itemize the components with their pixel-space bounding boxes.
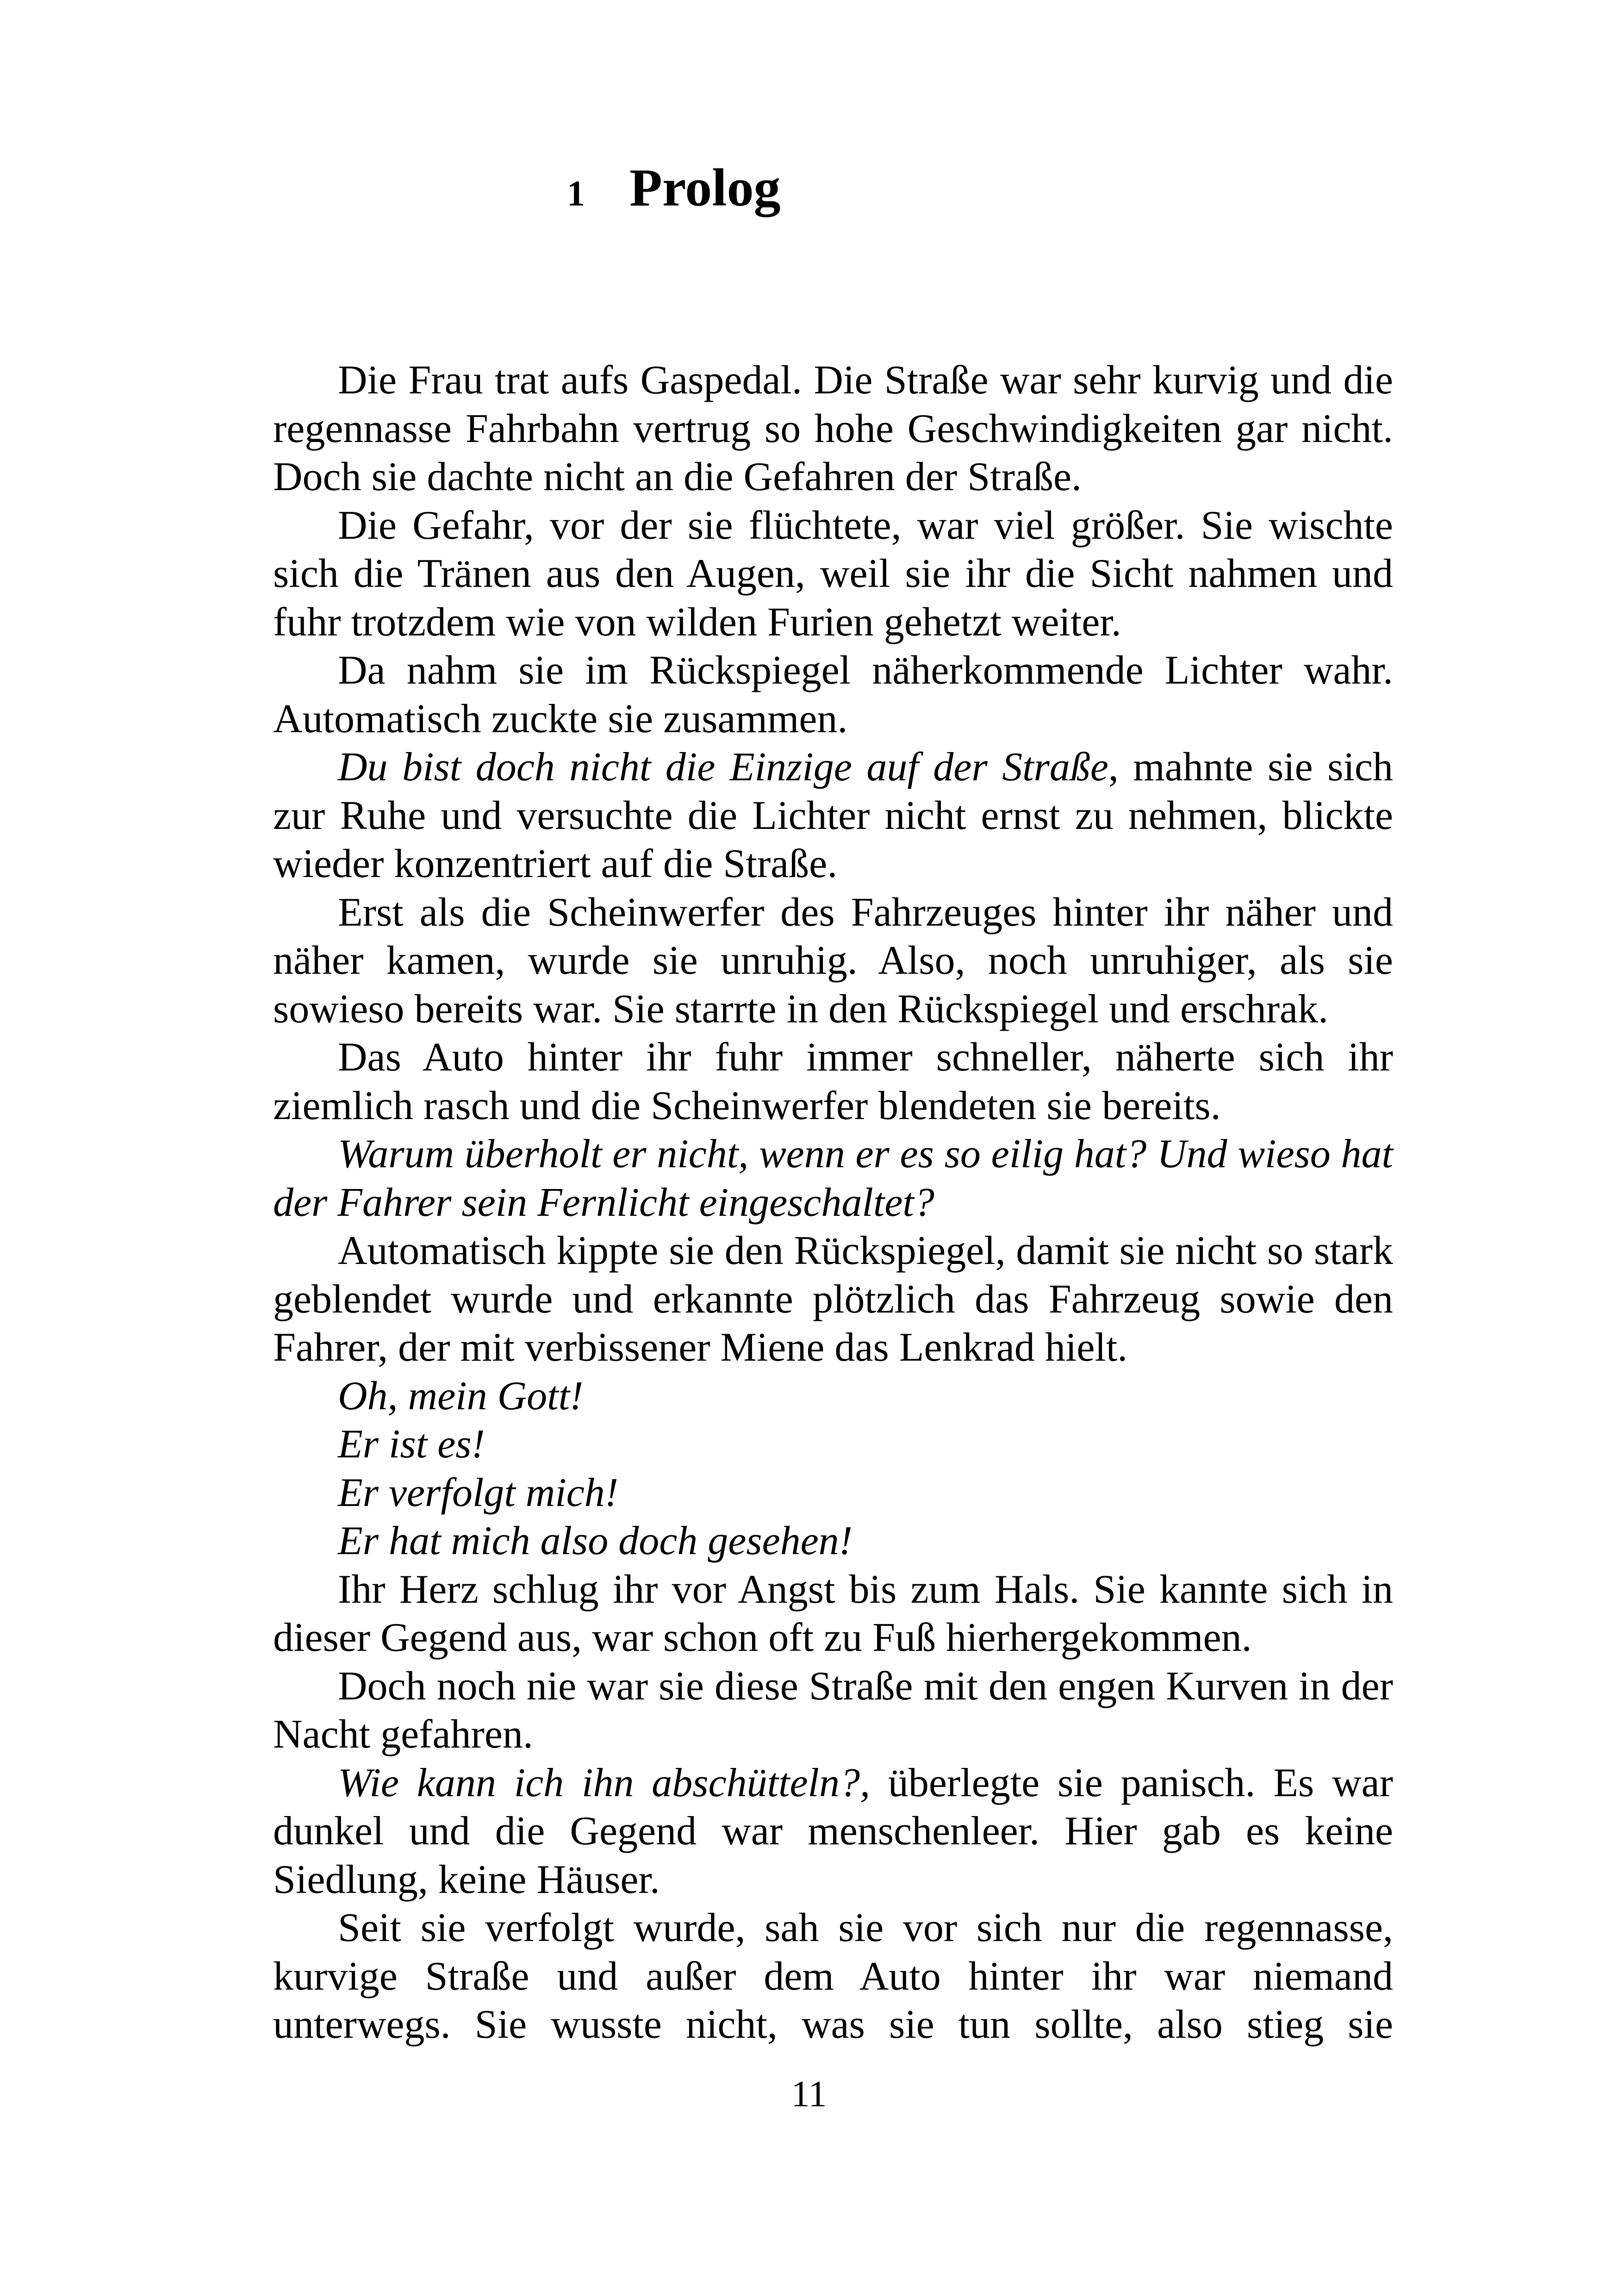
paragraph bbox=[273, 1227, 1393, 1372]
text-span: Die Gefahr, vor der sie flüchtete, war viel größer. Sie wischte sich die Tränen aus den Augen, weil sie ihr die Sicht nahmen und fuhr trotzdem wie von wilden Furien gehetzt weiter. bbox=[273, 503, 1393, 645]
paragraph bbox=[273, 1469, 1393, 1518]
chapter-number: 1 bbox=[567, 173, 585, 213]
text-span: Das Auto hinter ihr fuhr immer schneller, näherte sich ihr ziemlich rasch und die Scheinwerfer blendeten sie bereits. bbox=[273, 1035, 1393, 1128]
text-span: , mahnte sie sich zur Ruhe und versuchte die Lichter nicht ernst zu nehmen, blickte wieder konzentriert auf die Straße. bbox=[273, 745, 1393, 886]
chapter-body-text bbox=[273, 356, 1393, 2049]
paragraph bbox=[273, 1904, 1393, 2049]
paragraph bbox=[273, 1372, 1393, 1421]
page-number: 11 bbox=[791, 2074, 827, 2115]
italic-text-span: Du bist doch nicht die Einzige auf der Straße bbox=[338, 745, 1108, 790]
paragraph bbox=[273, 356, 1393, 502]
text-span: überlegte sie panisch. Es war dunkel und die Gegend war menschenleer. Hier gab es keine Siedlung, keine Häuser. bbox=[273, 1760, 1393, 1902]
paragraph bbox=[273, 1662, 1393, 1759]
italic-text-span: Warum überholt er nicht, wenn er es so eilig hat? Und wieso hat der Fahrer sein Fernlicht eingeschaltet? bbox=[273, 1132, 1393, 1225]
text-span: Die Frau trat aufs Gaspedal. Die Straße war sehr kurvig und die regennasse Fahrbahn vertrug so hohe Geschwindigkeiten gar nicht. Doch sie dachte nicht an die Gefahren der Straße. bbox=[273, 358, 1393, 499]
italic-text-span: Oh, mein Gott! bbox=[338, 1373, 584, 1419]
chapter-title: Prolog bbox=[629, 158, 781, 218]
text-span: Ihr Herz schlug ihr vor Angst bis zum Hals. Sie kannte sich in dieser Gegend aus, war schon oft zu Fuß hierhergekommen. bbox=[273, 1567, 1393, 1660]
paragraph bbox=[273, 1130, 1393, 1227]
text-span: Automatisch kippte sie den Rückspiegel, damit sie nicht so stark geblendet wurde und erkannte plötzlich das Fahrzeug sowie den Fahrer, der mit verbissener Miene das Lenkrad hielt. bbox=[273, 1228, 1393, 1370]
text-span: Doch noch nie war sie diese Straße mit den engen Kurven in der Nacht gefahren. bbox=[273, 1663, 1393, 1757]
italic-text-span: Er hat mich also doch gesehen! bbox=[338, 1518, 853, 1563]
paragraph bbox=[273, 502, 1393, 647]
italic-text-span: Er verfolgt mich! bbox=[338, 1470, 619, 1515]
paragraph bbox=[273, 647, 1393, 743]
text-span: Da nahm sie im Rückspiegel näherkommende Lichter wahr. Automatisch zuckte sie zusammen. bbox=[273, 648, 1393, 741]
paragraph bbox=[273, 1566, 1393, 1662]
paragraph bbox=[273, 743, 1393, 889]
paragraph bbox=[273, 1033, 1393, 1130]
paragraph bbox=[273, 889, 1393, 1034]
italic-text-span: Wie kann ich ihn abschütteln?, bbox=[338, 1760, 870, 1805]
text-span: Erst als die Scheinwerfer des Fahrzeuges hinter ihr näher und näher kamen, wurde sie unruhig. Also, noch unruhiger, als sie sowieso bereits war. Sie starrte in den Rückspiegel und erschrak. bbox=[273, 890, 1393, 1032]
paragraph bbox=[273, 1759, 1393, 1904]
paragraph bbox=[273, 1517, 1393, 1566]
chapter-heading bbox=[567, 157, 780, 236]
paragraph bbox=[273, 1420, 1393, 1469]
italic-text-span: Er ist es! bbox=[338, 1422, 485, 1467]
text-span: Seit sie verfolgt wurde, sah sie vor sich nur die regennasse, kurvige Straße und außer dem Auto hinter ihr war niemand unterwegs. Sie wusste nicht, was sie tun sollte, also stieg sie bbox=[273, 1905, 1393, 2047]
